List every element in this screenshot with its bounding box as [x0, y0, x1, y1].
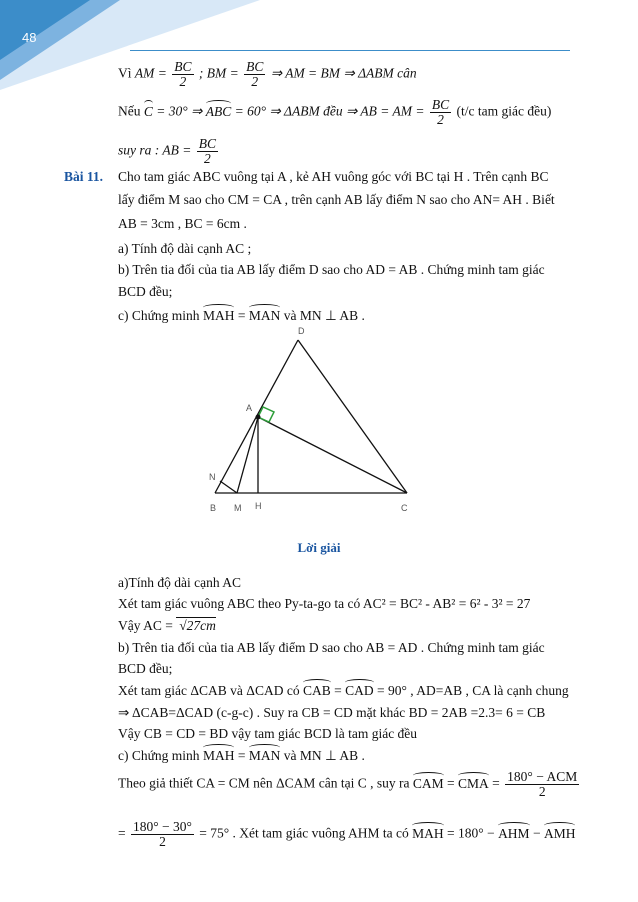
label-A: A: [246, 403, 253, 413]
fraction: $\frac{BC}{2}$: [174, 59, 192, 89]
solution-line-8: Vậy CB = CD = BD vậy tam giác BCD là tam giác đều: [118, 726, 418, 741]
triangle-figure: [200, 325, 425, 520]
sqrt-value: √27cm: [176, 617, 216, 633]
label-B: B: [210, 503, 217, 513]
text: AM =: [134, 65, 167, 81]
solution-line-7: ⇒ ΔCAB=ΔCAD (c-g-c) . Suy ra CB = CD mặt khác BD = 2AB =2.3= 6 = CB: [118, 705, 546, 720]
angle: C: [143, 103, 153, 119]
line-2: [118, 98, 551, 127]
problem-line-2: lấy điểm M sao cho CM = CA , trên cạnh AB lấy điểm N sao cho AN= AH . Biết: [118, 192, 555, 207]
fraction: $\frac{BC}{2}$: [198, 136, 216, 166]
question-c: c) Chứng minh MAH = MAN và MN ⊥ AB .: [118, 308, 365, 323]
label-N: N: [209, 472, 216, 482]
text: ; BM =: [198, 65, 239, 81]
label-C: C: [401, 503, 408, 513]
solution-line-2: Xét tam giác vuông ABC theo Py-ta-go ta có AC² = BC² - AB² = 6² - 3² = 27: [118, 596, 531, 611]
solution-heading: Lời giải: [297, 540, 341, 555]
label-D: D: [298, 326, 305, 336]
fraction: $\frac{180^\circ - 30^\circ}{2}$: [133, 819, 192, 849]
solution-line-1: a)Tính độ dài cạnh AC: [118, 575, 241, 590]
solution-line-11: = $\frac{180^\circ - 30^\circ}{2}$ = 75° . Xét tam giác vuông AHM ta có MAH = 180° − AHM − AMH: [118, 819, 576, 849]
text: Nếu: [118, 103, 141, 119]
fraction: $\frac{BC}{2}$: [431, 97, 450, 127]
page-number: 48: [22, 30, 37, 45]
text: (t/c tam giác đều): [456, 103, 552, 119]
segment-AC: [258, 417, 407, 493]
solution-line-3: Vậy AC = √27cm: [118, 618, 216, 633]
segment-NM: [220, 481, 237, 493]
problem-line-3: AB = 3cm , BC = 6cm .: [118, 216, 247, 231]
question-b-1: b) Trên tia đối của tia AB lấy điểm D sao cho AD = AB . Chứng minh tam giác: [118, 262, 545, 277]
text: Vì: [118, 65, 132, 81]
problem-line-1: Cho tam giác ABC vuông tại A , kẻ AH vuông góc với BC tại H . Trên cạnh BC: [118, 169, 549, 184]
question-b-2: BCD đều;: [118, 284, 173, 299]
segment-AM: [237, 417, 258, 493]
fraction: $\frac{\text{180° − ACM}}{2}$: [507, 769, 578, 799]
line-3: [118, 137, 220, 166]
text: = 60° ⇒ ΔABM đều ⇒ AB = AM =: [234, 103, 425, 119]
text: = 30° ⇒: [156, 103, 203, 119]
solution-line-4: b) Trên tia đối của tia AB lấy điểm D sao cho AB = AD . Chứng minh tam giác: [118, 640, 545, 655]
label-H: H: [255, 501, 262, 511]
angle: MAH: [202, 308, 235, 323]
line-1: [118, 60, 417, 89]
solution-line-9: c) Chứng minh MAH = MAN và MN ⊥ AB .: [118, 748, 365, 763]
segment-DC: [298, 340, 407, 493]
angle: MAN: [248, 308, 281, 323]
question-a: a) Tính độ dài cạnh AC ;: [118, 241, 252, 256]
text: suy ra : AB =: [118, 142, 192, 158]
solution-line-5: BCD đều;: [118, 661, 173, 676]
solution-line-10: Theo giả thiết CA = CM nên ΔCAM cân tại C , suy ra CAM = CMA = $\frac{\text{180° − ACM}}{2}$: [118, 769, 578, 799]
exercise-label: Bài 11.: [64, 169, 104, 184]
angle: ABC: [205, 103, 232, 119]
fraction: $\frac{BC}{2}$: [246, 59, 264, 89]
header-rule: [130, 50, 570, 51]
label-M: M: [234, 503, 242, 513]
solution-line-6: Xét tam giác ΔCAB và ΔCAD có CAB = CAD = 90° , AD=AB , CA là cạnh chung: [118, 683, 569, 698]
point-A: [256, 415, 261, 420]
text: ⇒ AM = BM ⇒ ΔABM cân: [270, 65, 417, 81]
